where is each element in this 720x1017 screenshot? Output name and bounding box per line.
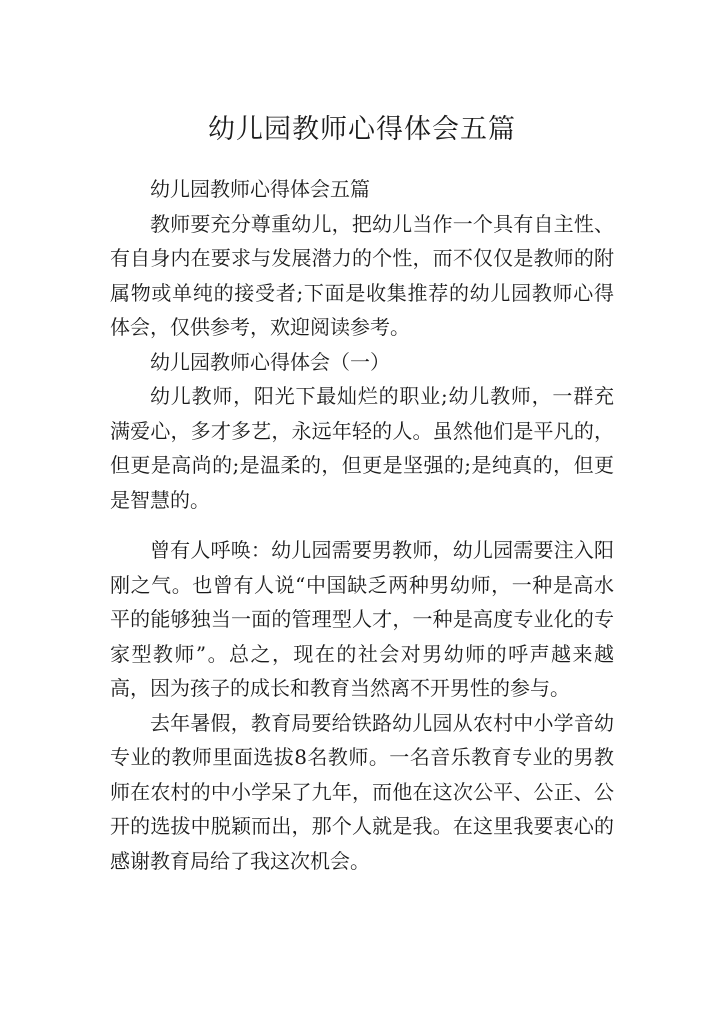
- paragraph-2: 曾有人呼唤：幼儿园需要男教师，幼儿园需要注入阳刚之气。也曾有人说“中国缺乏两种男幼师，一种是高水平的能够独当一面的管理型人才，一种是高度专业化的专家型教师”。总之，现在的社会对男幼师的呼声越来越高，因为孩子的成长和教育当然离不开男性的参与。: [110, 538, 614, 700]
- document-body: [110, 172, 614, 878]
- paragraph-section-heading: 幼儿园教师心得体会（一）: [150, 349, 390, 374]
- paragraph-1: 幼儿教师，阳光下最灿烂的职业;幼儿教师，一群充满爱心，多才多艺，永远年轻的人。虽然他们是平凡的，但更是高尚的;是温柔的，但更是坚强的;是纯真的，但更是智慧的。: [110, 384, 614, 512]
- document-title: 幼儿园教师心得体会五篇: [208, 114, 516, 145]
- paragraph-subtitle: 幼儿园教师心得体会五篇: [150, 177, 370, 201]
- paragraph-intro: 教师要充分尊重幼儿，把幼儿当作一个具有自主性、有自身内在要求与发展潜力的个性，而不仅仅是教师的附属物或单纯的接受者;下面是收集推荐的幼儿园教师心得体会，仅供参考，欢迎阅读参考。: [110, 211, 614, 339]
- paragraph-3: 去年暑假，教育局要给铁路幼儿园从农村中小学音幼专业的教师里面选拔8名教师。一名音乐教育专业的男教师在农村的中小学呆了九年，而他在这次公平、公正、公开的选拔中脱颖而出，那个人就是我。在这里我要衷心的感谢教育局给了我这次机会。: [110, 710, 614, 873]
